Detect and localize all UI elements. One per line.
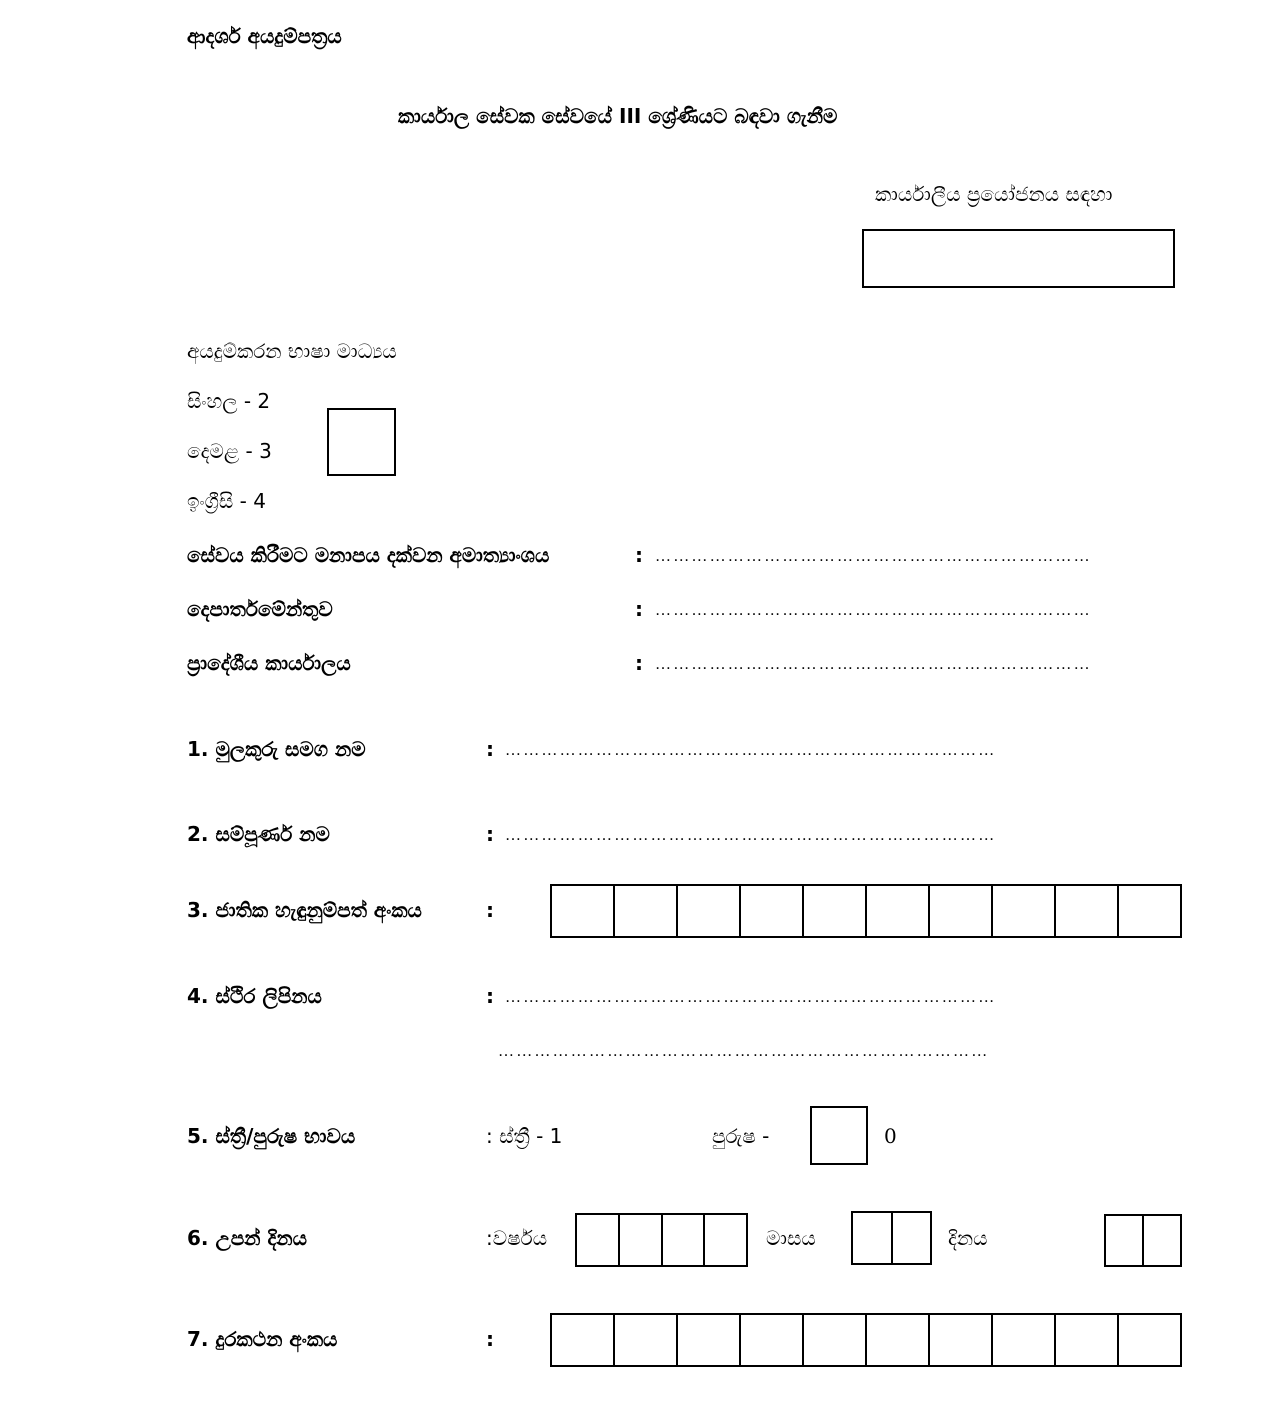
month-digit-box[interactable] [891,1213,931,1263]
birth-date-label: 6. උපන් දිනය [187,1226,307,1250]
phone-digit-box[interactable] [1054,1315,1117,1365]
nic-number-boxes[interactable] [550,884,1182,938]
nic-digit-box[interactable] [991,886,1054,936]
year-digit-box[interactable] [577,1215,618,1265]
nic-digit-box[interactable] [928,886,991,936]
language-code-box[interactable] [327,408,396,476]
address-label: 4. ස්ථිර ලිපිනය [187,984,322,1008]
language-option-tamil: දෙමළ - 3 [187,439,272,463]
nic-digit-box[interactable] [552,886,613,936]
gender-male-option: පුරුෂ - [712,1124,770,1148]
name-with-initials-label: 1. මුලකුරු සමග නම [187,737,366,761]
phone-digit-box[interactable] [613,1315,676,1365]
month-digit-box[interactable] [853,1213,891,1263]
birth-month-boxes[interactable] [851,1211,932,1265]
birth-year-boxes[interactable] [575,1213,748,1267]
birth-day-boxes[interactable] [1104,1214,1182,1267]
nic-digit-box[interactable] [739,886,802,936]
ministry-field[interactable]: ……………………………………………………………… [655,548,1092,565]
phone-digit-box[interactable] [1117,1315,1180,1365]
year-digit-box[interactable] [618,1215,661,1265]
phone-number-boxes[interactable] [550,1313,1182,1367]
nic-colon: : [486,898,494,922]
language-option-english: ඉංග්‍රීසි - 4 [187,489,266,513]
nic-digit-box[interactable] [613,886,676,936]
gender-code-box[interactable] [810,1106,868,1165]
phone-digit-box[interactable] [739,1315,802,1365]
day-digit-box[interactable] [1142,1216,1180,1265]
ministry-label: සේවය කිරීමට මනාපය දක්වන අමාත්‍යාංශය [187,543,550,567]
phone-digit-box[interactable] [865,1315,928,1365]
nic-digit-box[interactable] [676,886,739,936]
day-digit-box[interactable] [1106,1216,1142,1265]
gender-male-code: 0 [884,1124,897,1148]
phone-digit-box[interactable] [991,1315,1054,1365]
nic-digit-box[interactable] [865,886,928,936]
birth-month-label: මාසය [766,1226,816,1250]
office-use-label: කාර්යාලීය ප්‍රයෝජනය සඳහා [875,182,1113,206]
phone-colon: : [486,1327,494,1351]
phone-digit-box[interactable] [802,1315,865,1365]
nic-label: 3. ජාතික හැඳුනුම්පත් අංකය [187,898,422,922]
phone-digit-box[interactable] [928,1315,991,1365]
full-name-field[interactable]: ……………………………………………………………………… [505,827,997,844]
regional-office-label: ප්‍රාදේශීය කාර්යාලය [187,651,351,675]
regional-office-field[interactable]: ……………………………………………………………… [655,656,1092,673]
year-digit-box[interactable] [661,1215,704,1265]
address-field-line-2[interactable]: ……………………………………………………………………… [498,1043,990,1060]
phone-digit-box[interactable] [552,1315,613,1365]
department-label: දෙපාර්තමේන්තුව [187,597,333,621]
gender-label: 5. ස්ත්‍රී/පුරුෂ භාවය [187,1124,356,1148]
full-name-label: 2. සම්පූර්ණ නම [187,822,330,846]
nic-digit-box[interactable] [1054,886,1117,936]
birth-year-label: :වර්ෂය [486,1226,548,1250]
full-name-colon: : [486,822,494,846]
year-digit-box[interactable] [703,1215,746,1265]
nic-digit-box[interactable] [802,886,865,936]
form-type-label: ආදර්ශ අයදුම්පත්‍රය [187,24,342,48]
address-colon: : [486,984,494,1008]
name-with-initials-field[interactable]: ……………………………………………………………………… [505,742,997,759]
phone-label: 7. දුරකථන අංකය [187,1327,338,1351]
regional-office-colon: : [635,651,643,675]
gender-female-option: : ස්ත්‍රී - 1 [486,1124,563,1148]
phone-digit-box[interactable] [676,1315,739,1365]
office-use-box[interactable] [862,229,1175,288]
nic-digit-box[interactable] [1117,886,1180,936]
name-with-initials-colon: : [486,737,494,761]
birth-day-label: දිනය [948,1226,988,1250]
language-option-sinhala: සිංහල - 2 [187,389,271,413]
address-field-line-1[interactable]: ……………………………………………………………………… [505,989,997,1006]
department-field[interactable]: ……………………………………………………………… [655,602,1092,619]
language-heading: අයදුම්කරන භාෂා මාධ්‍යය [187,339,397,363]
department-colon: : [635,597,643,621]
ministry-colon: : [635,543,643,567]
page-title: කාර්යාල සේවක සේවයේ III ශ්‍රේණියට බඳවා ගැනීම [398,104,838,128]
